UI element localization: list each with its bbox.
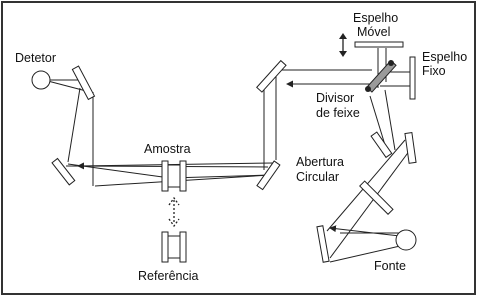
left-lower-mirror [52,159,75,185]
label-amostra: Amostra [144,142,191,156]
label-referencia: Referência [138,269,199,283]
fixed-mirror [410,57,415,99]
label-espelho-fixo-1: Espelho [422,50,468,64]
label-espelho-movel-2: Móvel [357,25,391,39]
label-fonte: Fonte [374,259,406,273]
detector-icon [32,71,50,89]
label-abertura-1: Abertura [296,155,344,169]
source-mirror [317,226,329,262]
aperture-mirror [371,132,392,157]
label-abertura-2: Circular [296,170,340,184]
reference-cell [162,232,186,262]
sample-cell [162,161,186,191]
moving-mirror [355,42,403,47]
label-espelho-movel-1: Espelho [353,11,399,25]
label-espelho-fixo-2: Fixo [422,64,446,78]
aperture-mirror-right [405,133,416,164]
label-detetor: Detetor [15,51,56,65]
left-upper-mirror [72,66,94,99]
upper-right-mirror [257,61,286,92]
source-icon [396,230,416,250]
label-divisor-2: de feixe [316,106,360,120]
circular-aperture [360,181,393,214]
label-divisor-1: Divisor [316,91,355,105]
light-rays [44,48,410,262]
